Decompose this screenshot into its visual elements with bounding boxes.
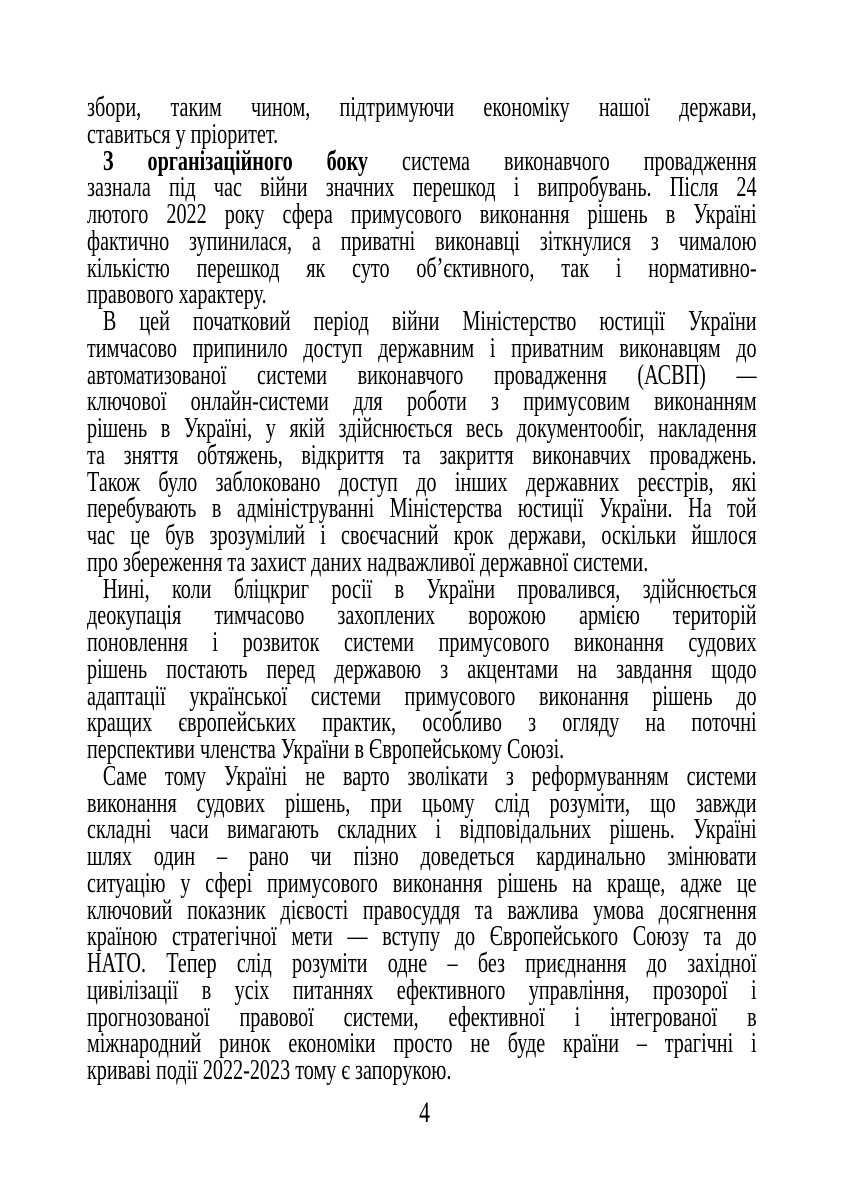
text-line — [87, 493, 757, 525]
text-segment: цивілізації в усіх питаннях ефективного управління, прозорої і — [87, 974, 757, 1006]
text-line — [87, 894, 757, 926]
text-segment: час це був зрозумілий і своєчасний крок держави, оскільки йшлося — [87, 520, 757, 551]
page-number: 4 — [419, 1096, 430, 1129]
text-segment: Саме тому Україні не варто зволікати з реформуванням системи — [102, 760, 757, 792]
text-segment: поновлення і розвиток системи примусового виконання судових — [87, 627, 757, 658]
text-segment: фактично зупинилася, а приватні виконавці зіткнулися з чималою — [87, 225, 757, 257]
text-line — [87, 546, 757, 578]
text-line — [87, 225, 757, 257]
text-line — [87, 948, 757, 979]
text-line — [87, 413, 757, 444]
text-line — [87, 359, 757, 391]
text-line — [87, 760, 757, 792]
text-line — [87, 279, 757, 311]
text-segment: виконання судових рішень, при цьому слід розуміти, що завжди — [87, 787, 757, 819]
text-line — [87, 653, 757, 685]
text-line — [87, 921, 757, 953]
text-segment: система виконавчого провадження — [367, 145, 757, 177]
text-line — [87, 306, 757, 337]
text-line — [87, 332, 757, 364]
text-segment: шлях один – рано чи пізно доведеться кардинально змінювати — [87, 841, 757, 872]
text-segment: правового характеру. — [87, 279, 267, 311]
bold-lead-text: З організаційного боку — [102, 145, 368, 177]
document-body — [87, 92, 757, 1086]
text-line — [87, 867, 757, 899]
text-segment: ставиться у пріоритет. — [87, 118, 279, 150]
text-segment: перебувають в адмініструванні Міністерства юстиції України. На той — [87, 493, 757, 525]
text-line — [87, 118, 757, 150]
text-line — [87, 707, 757, 739]
text-line — [87, 600, 757, 632]
text-segment: деокупація тимчасово захоплених ворожою армією територій — [87, 600, 757, 632]
text-segment: країною стратегічної мети — вступу до Європейського Союзу та до — [87, 921, 757, 953]
text-line — [87, 145, 757, 177]
text-line — [87, 974, 757, 1006]
text-line — [87, 734, 757, 765]
text-segment: адаптації української системи примусового виконання рішень до — [87, 680, 757, 712]
text-line — [87, 466, 757, 498]
text-segment: ситуацію у сфері примусового виконання рішень на краще, адже це — [87, 867, 757, 899]
text-segment: кількістю перешкод як суто об’єктивного, так і нормативно- — [87, 252, 757, 284]
text-line — [87, 1028, 757, 1060]
text-line — [87, 520, 757, 551]
text-segment: рішень в Україні, у якій здійснюється весь документообіг, накладення — [87, 413, 757, 444]
text-line — [87, 386, 757, 418]
text-line — [87, 1001, 757, 1033]
text-segment: ключової онлайн-системи для роботи з примусовим виконанням — [87, 386, 757, 418]
text-line — [87, 814, 757, 846]
text-line — [87, 787, 757, 819]
text-segment: тимчасово припинило доступ державним і приватним виконавцям до — [87, 332, 757, 364]
text-line — [87, 680, 757, 712]
text-segment: збори, таким чином, підтримуючи економіку нашої держави, — [87, 92, 757, 123]
text-segment: НАТО. Тепер слід розуміти одне – без приєднання до західної — [87, 948, 757, 979]
text-segment: автоматизованої системи виконавчого провадження (АСВП) — — [87, 359, 757, 391]
text-segment: кращих європейських практик, особливо з огляду на поточні — [87, 707, 757, 739]
text-segment: про збереження та захист даних надважливої державної системи. — [87, 546, 649, 578]
text-segment: перспективи членства України в Європейському Союзі. — [87, 734, 565, 765]
text-line — [87, 1055, 757, 1086]
text-segment: рішень постають перед державою з акцентами на завдання щодо — [87, 653, 757, 685]
text-segment: криваві події 2022-2023 тому є запорукою. — [87, 1055, 452, 1086]
text-line — [87, 252, 757, 284]
text-segment: складні часи вимагають складних і відповідальних рішень. Україні — [87, 814, 757, 846]
text-segment: ключовий показник дієвості правосуддя та важлива умова досягнення — [87, 894, 757, 926]
text-segment: В цей початковий період війни Міністерство юстиції України — [102, 306, 757, 337]
text-segment: Нині, коли бліцкриг росії в України провалився, здійснюється — [102, 573, 757, 605]
text-line — [87, 172, 757, 204]
text-line — [87, 199, 757, 230]
text-line — [87, 439, 757, 471]
text-segment: зазнала під час війни значних перешкод і випробувань. Після 24 — [87, 172, 757, 204]
text-line — [87, 573, 757, 605]
text-line — [87, 92, 757, 123]
text-segment: та зняття обтяжень, відкриття та закриття виконавчих проваджень. — [87, 439, 757, 471]
text-segment: Також було заблоковано доступ до інших державних реєстрів, які — [87, 466, 757, 498]
text-segment: прогнозованої правової системи, ефективної і інтегрованої в — [87, 1001, 757, 1033]
text-line — [87, 627, 757, 658]
text-line — [87, 841, 757, 872]
text-segment: міжнародний ринок економіки просто не буде країни – трагічні і — [87, 1028, 757, 1060]
text-segment: лютого 2022 року сфера примусового виконання рішень в Україні — [87, 199, 757, 230]
